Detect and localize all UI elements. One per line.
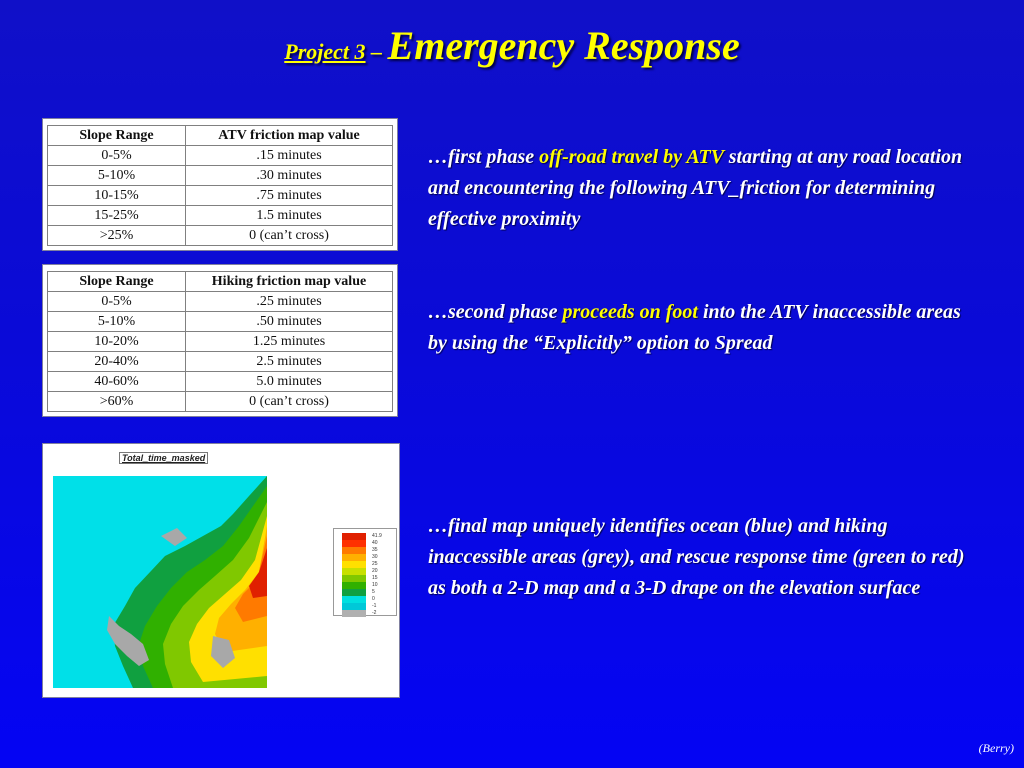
table-cell: >25% xyxy=(48,226,186,246)
table-row xyxy=(48,146,393,166)
table-cell: 20-40% xyxy=(48,352,186,372)
legend-swatch xyxy=(342,561,366,568)
legend-label: 35 xyxy=(372,547,378,553)
table-row xyxy=(48,372,393,392)
table-cell: 0-5% xyxy=(48,146,186,166)
table-cell: 15-25% xyxy=(48,206,186,226)
table-cell: 5-10% xyxy=(48,312,186,332)
legend-label: -1 xyxy=(372,603,377,609)
atv-friction-table-box xyxy=(42,118,398,251)
highlight-text: proceeds on foot xyxy=(562,301,698,323)
table-cell: 1.5 minutes xyxy=(186,206,393,226)
table-row xyxy=(48,206,393,226)
legend-label: 5 xyxy=(372,589,375,595)
legend-swatch xyxy=(342,589,366,596)
table-cell: 0-5% xyxy=(48,292,186,312)
title-main: Emergency Response xyxy=(387,23,740,68)
table-row xyxy=(48,332,393,352)
table-cell: .50 minutes xyxy=(186,312,393,332)
map-legend xyxy=(333,528,397,616)
table-row xyxy=(48,186,393,206)
title-prefix: Project 3 xyxy=(284,39,366,64)
legend-swatch xyxy=(342,568,366,575)
legend-swatch xyxy=(342,596,366,603)
title-dash: – xyxy=(365,39,388,64)
table-cell: .30 minutes xyxy=(186,166,393,186)
legend-swatch xyxy=(342,610,366,617)
table-cell: >60% xyxy=(48,392,186,412)
table-cell: .15 minutes xyxy=(186,146,393,166)
paragraph-text: into the ATV inaccessible areas by using the “Explicitly” option to Spread xyxy=(428,301,961,354)
credit: (Berry) xyxy=(978,741,1014,755)
table-cell: 0 (can’t cross) xyxy=(186,226,393,246)
paragraph-text: …first phase xyxy=(428,146,540,168)
legend-swatch xyxy=(342,533,366,540)
table-cell: 10-20% xyxy=(48,332,186,352)
legend-label: 30 xyxy=(372,554,378,560)
table-cell: 1.25 minutes xyxy=(186,332,393,352)
hiking-friction-table-box xyxy=(42,264,398,417)
legend-label: 15 xyxy=(372,575,378,581)
legend-label: 0 xyxy=(372,596,375,602)
table-header-row xyxy=(48,272,393,292)
slide-title xyxy=(0,22,1024,69)
table-header-row xyxy=(48,126,393,146)
legend-swatch xyxy=(342,547,366,554)
table-row xyxy=(48,292,393,312)
legend-label: -2 xyxy=(372,610,377,616)
table-header: Slope Range xyxy=(48,126,186,146)
paragraph-final-map xyxy=(428,511,984,604)
legend-label: 40 xyxy=(372,540,378,546)
legend-swatch xyxy=(342,554,366,561)
table-cell: 0 (can’t cross) xyxy=(186,392,393,412)
legend-swatch xyxy=(342,582,366,589)
table-cell: .75 minutes xyxy=(186,186,393,206)
table-row xyxy=(48,392,393,412)
map-title: Total_time_masked xyxy=(119,452,208,464)
table-row xyxy=(48,312,393,332)
legend-label: 25 xyxy=(372,561,378,567)
highlight-text: off-road travel by ATV xyxy=(539,146,724,168)
legend-swatch xyxy=(342,575,366,582)
table-header: ATV friction map value xyxy=(186,126,393,146)
legend-label: 41.9 xyxy=(372,533,382,539)
paragraph-second-phase xyxy=(428,297,984,359)
paragraph-text: starting at any road location and encountering the following ATV_friction for determining effective proximity xyxy=(428,146,963,230)
paragraph-text: …second phase xyxy=(428,301,563,323)
table-row xyxy=(48,352,393,372)
table-header: Slope Range xyxy=(48,272,186,292)
legend-swatch xyxy=(342,540,366,547)
hiking-friction-table xyxy=(47,271,393,412)
table-row xyxy=(48,226,393,246)
table-cell: 2.5 minutes xyxy=(186,352,393,372)
atv-friction-table xyxy=(47,125,393,246)
paragraph-first-phase xyxy=(428,142,984,235)
table-cell: 40-60% xyxy=(48,372,186,392)
paragraph-text: …final map uniquely identifies ocean (blue) and hiking inaccessible areas (grey), and rescue response time (green to red) as both a 2-D map and a 3-D drape on the elevation surface xyxy=(428,515,965,599)
legend-label: 20 xyxy=(372,568,378,574)
response-time-map-panel xyxy=(42,443,400,698)
table-cell: 10-15% xyxy=(48,186,186,206)
response-time-map xyxy=(53,476,267,688)
legend-swatch xyxy=(342,603,366,610)
table-cell: 5-10% xyxy=(48,166,186,186)
table-header: Hiking friction map value xyxy=(186,272,393,292)
table-cell: 5.0 minutes xyxy=(186,372,393,392)
legend-label: 10 xyxy=(372,582,378,588)
table-cell: .25 minutes xyxy=(186,292,393,312)
table-row xyxy=(48,166,393,186)
